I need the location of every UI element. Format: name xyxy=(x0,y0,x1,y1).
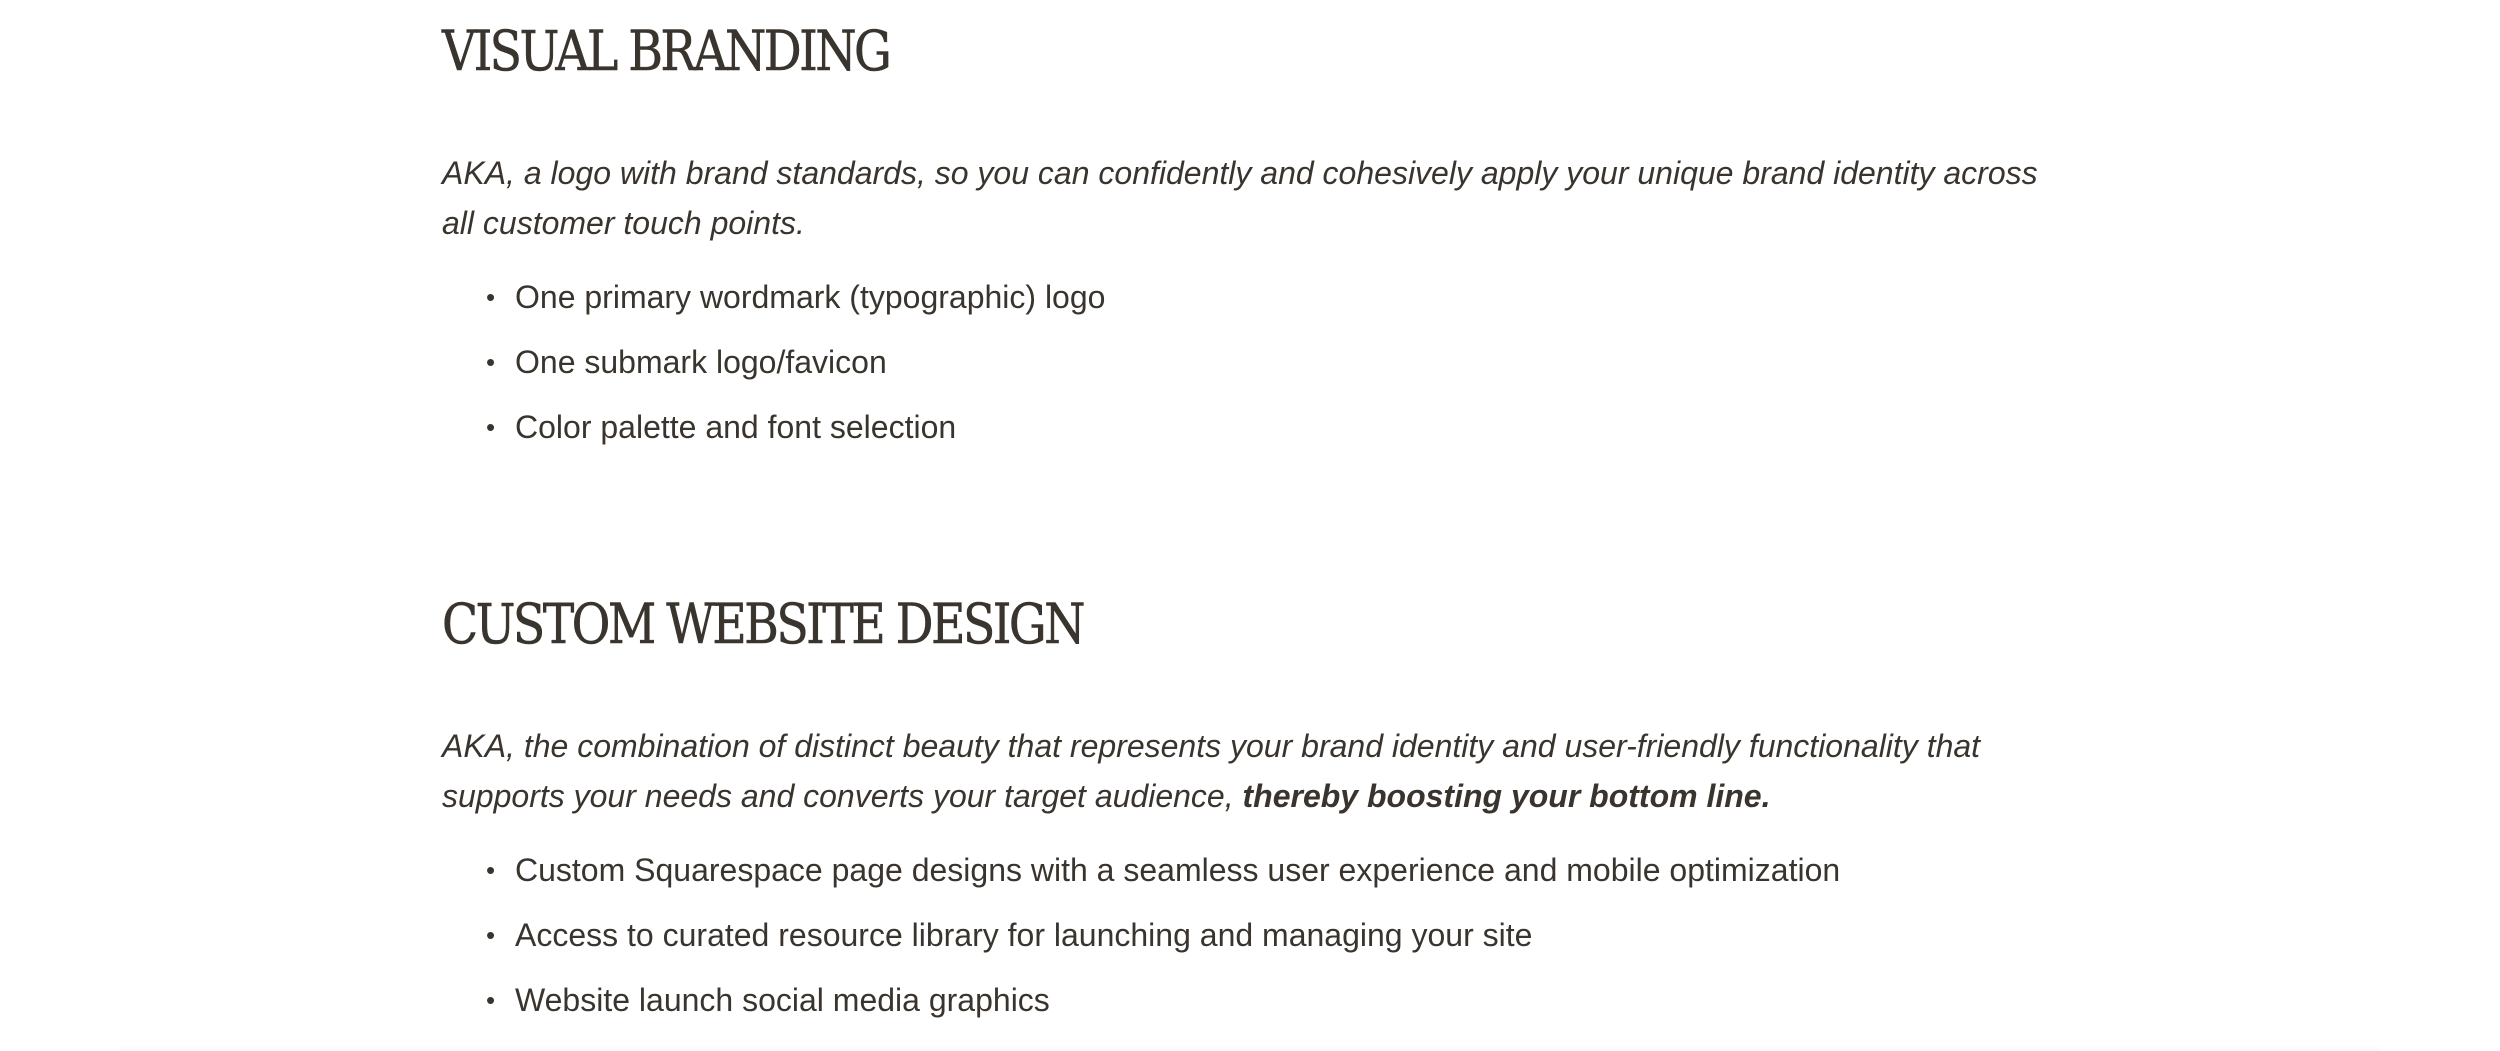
bullet-icon: • xyxy=(486,347,496,377)
bullet-icon: • xyxy=(486,282,496,312)
list-item xyxy=(442,903,2062,968)
custom-website-design-section xyxy=(442,587,2062,1033)
list-item xyxy=(442,395,2062,460)
section-description xyxy=(442,148,2062,248)
list-item xyxy=(442,838,2062,903)
section-title: VISUAL BRANDING xyxy=(442,19,890,83)
list-item-label: Access to curated resource library for launching and managing your site xyxy=(515,917,1533,953)
section-description-text: AKA, a logo with brand standards, so you can confidently and cohesively apply your unique brand identity across all customer touch points. xyxy=(442,155,2038,241)
bullet-icon: • xyxy=(486,985,496,1015)
feature-list xyxy=(442,838,2062,1033)
bullet-icon: • xyxy=(486,412,496,442)
bullet-icon: • xyxy=(486,855,496,885)
section-description-emphasis: thereby boosting your bottom line. xyxy=(1242,778,1771,814)
list-item-label: Custom Squarespace page designs with a seamless user experience and mobile optimization xyxy=(515,852,1841,888)
list-item-label: Website launch social media graphics xyxy=(515,982,1050,1018)
feature-list xyxy=(442,265,2062,460)
section-title: CUSTOM WEBSITE DESIGN xyxy=(442,592,1083,656)
list-item xyxy=(442,265,2062,330)
list-item-label: Color palette and font selection xyxy=(515,409,957,445)
section-description xyxy=(442,721,2062,821)
list-item-label: One submark logo/favicon xyxy=(515,344,887,380)
visual-branding-section xyxy=(442,14,2062,460)
list-item xyxy=(442,968,2062,1033)
list-item xyxy=(442,330,2062,395)
list-item-label: One primary wordmark (typographic) logo xyxy=(515,279,1106,315)
section-description-text: AKA, the combination of distinct beauty that represents your brand identity and user-friendly functionality that supports your needs and converts your target audience, xyxy=(442,728,1981,814)
bottom-divider-shadow xyxy=(120,1045,2380,1051)
bullet-icon: • xyxy=(486,920,496,950)
